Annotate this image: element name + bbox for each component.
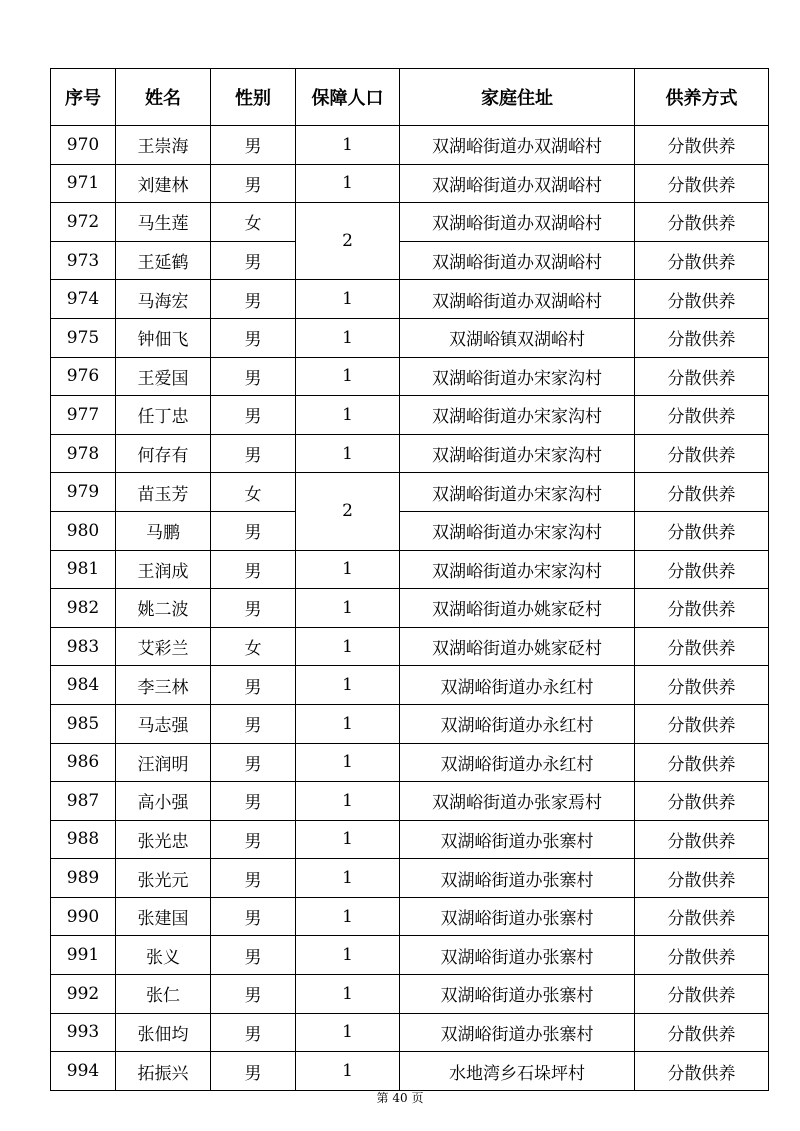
cell-address: 双湖峪街道办双湖峪村 <box>400 280 635 319</box>
cell-address: 双湖峪街道办张寨村 <box>400 936 635 975</box>
cell-name: 马鹏 <box>116 511 211 550</box>
cell-address: 双湖峪街道办双湖峪村 <box>400 164 635 203</box>
cell-name: 王润成 <box>116 550 211 589</box>
cell-seq: 975 <box>51 318 116 357</box>
cell-address: 双湖峪街道办宋家沟村 <box>400 550 635 589</box>
cell-seq: 990 <box>51 897 116 936</box>
cell-support: 分散供养 <box>635 357 769 396</box>
cell-address: 双湖峪街道办张家焉村 <box>400 782 635 821</box>
cell-gender: 男 <box>211 859 296 898</box>
cell-seq: 972 <box>51 203 116 242</box>
table-row <box>51 743 769 782</box>
cell-support: 分散供养 <box>635 589 769 628</box>
cell-address: 水地湾乡石垛坪村 <box>400 1052 635 1091</box>
cell-support: 分散供养 <box>635 820 769 859</box>
roster-body <box>51 126 769 1091</box>
cell-seq: 974 <box>51 280 116 319</box>
cell-address: 双湖峪街道办姚家砭村 <box>400 627 635 666</box>
cell-name: 何存有 <box>116 434 211 473</box>
cell-name: 王爱国 <box>116 357 211 396</box>
table-row <box>51 126 769 165</box>
cell-support: 分散供养 <box>635 704 769 743</box>
table-row <box>51 897 769 936</box>
cell-gender: 男 <box>211 164 296 203</box>
cell-address: 双湖峪街道办宋家沟村 <box>400 473 635 512</box>
table-row <box>51 203 769 242</box>
cell-name: 张建国 <box>116 897 211 936</box>
cell-persons: 1 <box>296 666 400 705</box>
cell-gender: 男 <box>211 126 296 165</box>
table-row <box>51 936 769 975</box>
cell-name: 张义 <box>116 936 211 975</box>
cell-persons: 2 <box>296 203 400 280</box>
cell-seq: 993 <box>51 1013 116 1052</box>
cell-support: 分散供养 <box>635 164 769 203</box>
cell-name: 高小强 <box>116 782 211 821</box>
cell-seq: 986 <box>51 743 116 782</box>
table-row <box>51 975 769 1014</box>
cell-persons: 1 <box>296 820 400 859</box>
header-gender: 性别 <box>211 69 296 126</box>
cell-name: 任丁忠 <box>116 396 211 435</box>
table-row <box>51 280 769 319</box>
cell-gender: 女 <box>211 203 296 242</box>
cell-name: 张光忠 <box>116 820 211 859</box>
cell-address: 双湖峪镇双湖峪村 <box>400 318 635 357</box>
cell-persons: 1 <box>296 126 400 165</box>
cell-seq: 981 <box>51 550 116 589</box>
cell-seq: 991 <box>51 936 116 975</box>
table-row <box>51 511 769 550</box>
cell-seq: 976 <box>51 357 116 396</box>
cell-seq: 971 <box>51 164 116 203</box>
cell-persons: 1 <box>296 280 400 319</box>
cell-persons: 1 <box>296 434 400 473</box>
cell-support: 分散供养 <box>635 897 769 936</box>
cell-support: 分散供养 <box>635 396 769 435</box>
cell-seq: 984 <box>51 666 116 705</box>
cell-persons: 1 <box>296 550 400 589</box>
cell-persons: 1 <box>296 164 400 203</box>
cell-seq: 983 <box>51 627 116 666</box>
cell-address: 双湖峪街道办双湖峪村 <box>400 203 635 242</box>
cell-support: 分散供养 <box>635 666 769 705</box>
cell-persons: 1 <box>296 743 400 782</box>
cell-name: 马志强 <box>116 704 211 743</box>
cell-name: 苗玉芳 <box>116 473 211 512</box>
cell-gender: 女 <box>211 473 296 512</box>
cell-address: 双湖峪街道办永红村 <box>400 704 635 743</box>
cell-persons: 1 <box>296 936 400 975</box>
cell-address: 双湖峪街道办永红村 <box>400 743 635 782</box>
table-row <box>51 1052 769 1091</box>
cell-seq: 989 <box>51 859 116 898</box>
cell-support: 分散供养 <box>635 126 769 165</box>
cell-name: 艾彩兰 <box>116 627 211 666</box>
cell-address: 双湖峪街道办宋家沟村 <box>400 434 635 473</box>
table-row <box>51 318 769 357</box>
cell-name: 钟佃飞 <box>116 318 211 357</box>
table-row <box>51 396 769 435</box>
cell-name: 汪润明 <box>116 743 211 782</box>
cell-support: 分散供养 <box>635 473 769 512</box>
cell-gender: 男 <box>211 1013 296 1052</box>
cell-address: 双湖峪街道办张寨村 <box>400 897 635 936</box>
table-row <box>51 550 769 589</box>
cell-seq: 970 <box>51 126 116 165</box>
cell-name: 李三林 <box>116 666 211 705</box>
cell-address: 双湖峪街道办姚家砭村 <box>400 589 635 628</box>
cell-gender: 男 <box>211 511 296 550</box>
cell-gender: 男 <box>211 704 296 743</box>
cell-name: 张佃均 <box>116 1013 211 1052</box>
cell-support: 分散供养 <box>635 627 769 666</box>
table-row <box>51 859 769 898</box>
cell-address: 双湖峪街道办宋家沟村 <box>400 396 635 435</box>
cell-address: 双湖峪街道办双湖峪村 <box>400 241 635 280</box>
header-seq: 序号 <box>51 69 116 126</box>
cell-persons: 1 <box>296 318 400 357</box>
cell-address: 双湖峪街道办张寨村 <box>400 1013 635 1052</box>
table-row <box>51 820 769 859</box>
cell-persons: 1 <box>296 357 400 396</box>
table-row <box>51 357 769 396</box>
header-persons: 保障人口 <box>296 69 400 126</box>
cell-name: 马生莲 <box>116 203 211 242</box>
cell-gender: 男 <box>211 936 296 975</box>
cell-persons: 1 <box>296 704 400 743</box>
header-support: 供养方式 <box>635 69 769 126</box>
cell-address: 双湖峪街道办张寨村 <box>400 975 635 1014</box>
cell-gender: 男 <box>211 241 296 280</box>
cell-seq: 994 <box>51 1052 116 1091</box>
cell-gender: 男 <box>211 550 296 589</box>
table-row <box>51 473 769 512</box>
cell-support: 分散供养 <box>635 782 769 821</box>
cell-gender: 男 <box>211 357 296 396</box>
cell-name: 刘建林 <box>116 164 211 203</box>
header-address: 家庭住址 <box>400 69 635 126</box>
cell-support: 分散供养 <box>635 280 769 319</box>
cell-name: 张仁 <box>116 975 211 1014</box>
cell-seq: 985 <box>51 704 116 743</box>
cell-seq: 992 <box>51 975 116 1014</box>
cell-name: 拓振兴 <box>116 1052 211 1091</box>
cell-persons: 1 <box>296 396 400 435</box>
table-row <box>51 434 769 473</box>
cell-support: 分散供养 <box>635 318 769 357</box>
cell-seq: 982 <box>51 589 116 628</box>
cell-address: 双湖峪街道办张寨村 <box>400 859 635 898</box>
cell-persons: 1 <box>296 589 400 628</box>
cell-address: 双湖峪街道办宋家沟村 <box>400 511 635 550</box>
cell-name: 姚二波 <box>116 589 211 628</box>
cell-seq: 988 <box>51 820 116 859</box>
table-row <box>51 241 769 280</box>
roster-table <box>50 68 769 1091</box>
table-row <box>51 164 769 203</box>
page-number: 第 40 页 <box>376 1091 424 1105</box>
cell-support: 分散供养 <box>635 936 769 975</box>
cell-support: 分散供养 <box>635 1013 769 1052</box>
cell-gender: 男 <box>211 280 296 319</box>
table-row <box>51 1013 769 1052</box>
header-row <box>51 69 769 126</box>
cell-seq: 978 <box>51 434 116 473</box>
cell-support: 分散供养 <box>635 203 769 242</box>
cell-seq: 977 <box>51 396 116 435</box>
table-row <box>51 666 769 705</box>
cell-support: 分散供养 <box>635 975 769 1014</box>
table-row <box>51 782 769 821</box>
cell-persons: 1 <box>296 1013 400 1052</box>
cell-gender: 男 <box>211 589 296 628</box>
cell-gender: 男 <box>211 897 296 936</box>
cell-gender: 男 <box>211 820 296 859</box>
cell-seq: 987 <box>51 782 116 821</box>
cell-address: 双湖峪街道办张寨村 <box>400 820 635 859</box>
cell-support: 分散供养 <box>635 511 769 550</box>
cell-persons: 1 <box>296 627 400 666</box>
table-row <box>51 627 769 666</box>
cell-persons: 1 <box>296 975 400 1014</box>
cell-gender: 男 <box>211 434 296 473</box>
cell-address: 双湖峪街道办双湖峪村 <box>400 126 635 165</box>
cell-persons: 1 <box>296 1052 400 1091</box>
cell-name: 王延鹤 <box>116 241 211 280</box>
cell-support: 分散供养 <box>635 859 769 898</box>
cell-gender: 女 <box>211 627 296 666</box>
cell-gender: 男 <box>211 743 296 782</box>
cell-persons: 1 <box>296 859 400 898</box>
cell-support: 分散供养 <box>635 241 769 280</box>
cell-name: 王崇海 <box>116 126 211 165</box>
cell-gender: 男 <box>211 318 296 357</box>
cell-persons: 2 <box>296 473 400 550</box>
cell-gender: 男 <box>211 782 296 821</box>
cell-gender: 男 <box>211 666 296 705</box>
cell-gender: 男 <box>211 396 296 435</box>
cell-support: 分散供养 <box>635 743 769 782</box>
table-row <box>51 704 769 743</box>
cell-seq: 979 <box>51 473 116 512</box>
header-name: 姓名 <box>116 69 211 126</box>
cell-name: 张光元 <box>116 859 211 898</box>
table-row <box>51 589 769 628</box>
cell-gender: 男 <box>211 975 296 1014</box>
cell-address: 双湖峪街道办宋家沟村 <box>400 357 635 396</box>
cell-persons: 1 <box>296 782 400 821</box>
cell-support: 分散供养 <box>635 550 769 589</box>
cell-gender: 男 <box>211 1052 296 1091</box>
cell-support: 分散供养 <box>635 1052 769 1091</box>
cell-persons: 1 <box>296 897 400 936</box>
cell-seq: 973 <box>51 241 116 280</box>
cell-support: 分散供养 <box>635 434 769 473</box>
cell-seq: 980 <box>51 511 116 550</box>
cell-name: 马海宏 <box>116 280 211 319</box>
cell-address: 双湖峪街道办永红村 <box>400 666 635 705</box>
